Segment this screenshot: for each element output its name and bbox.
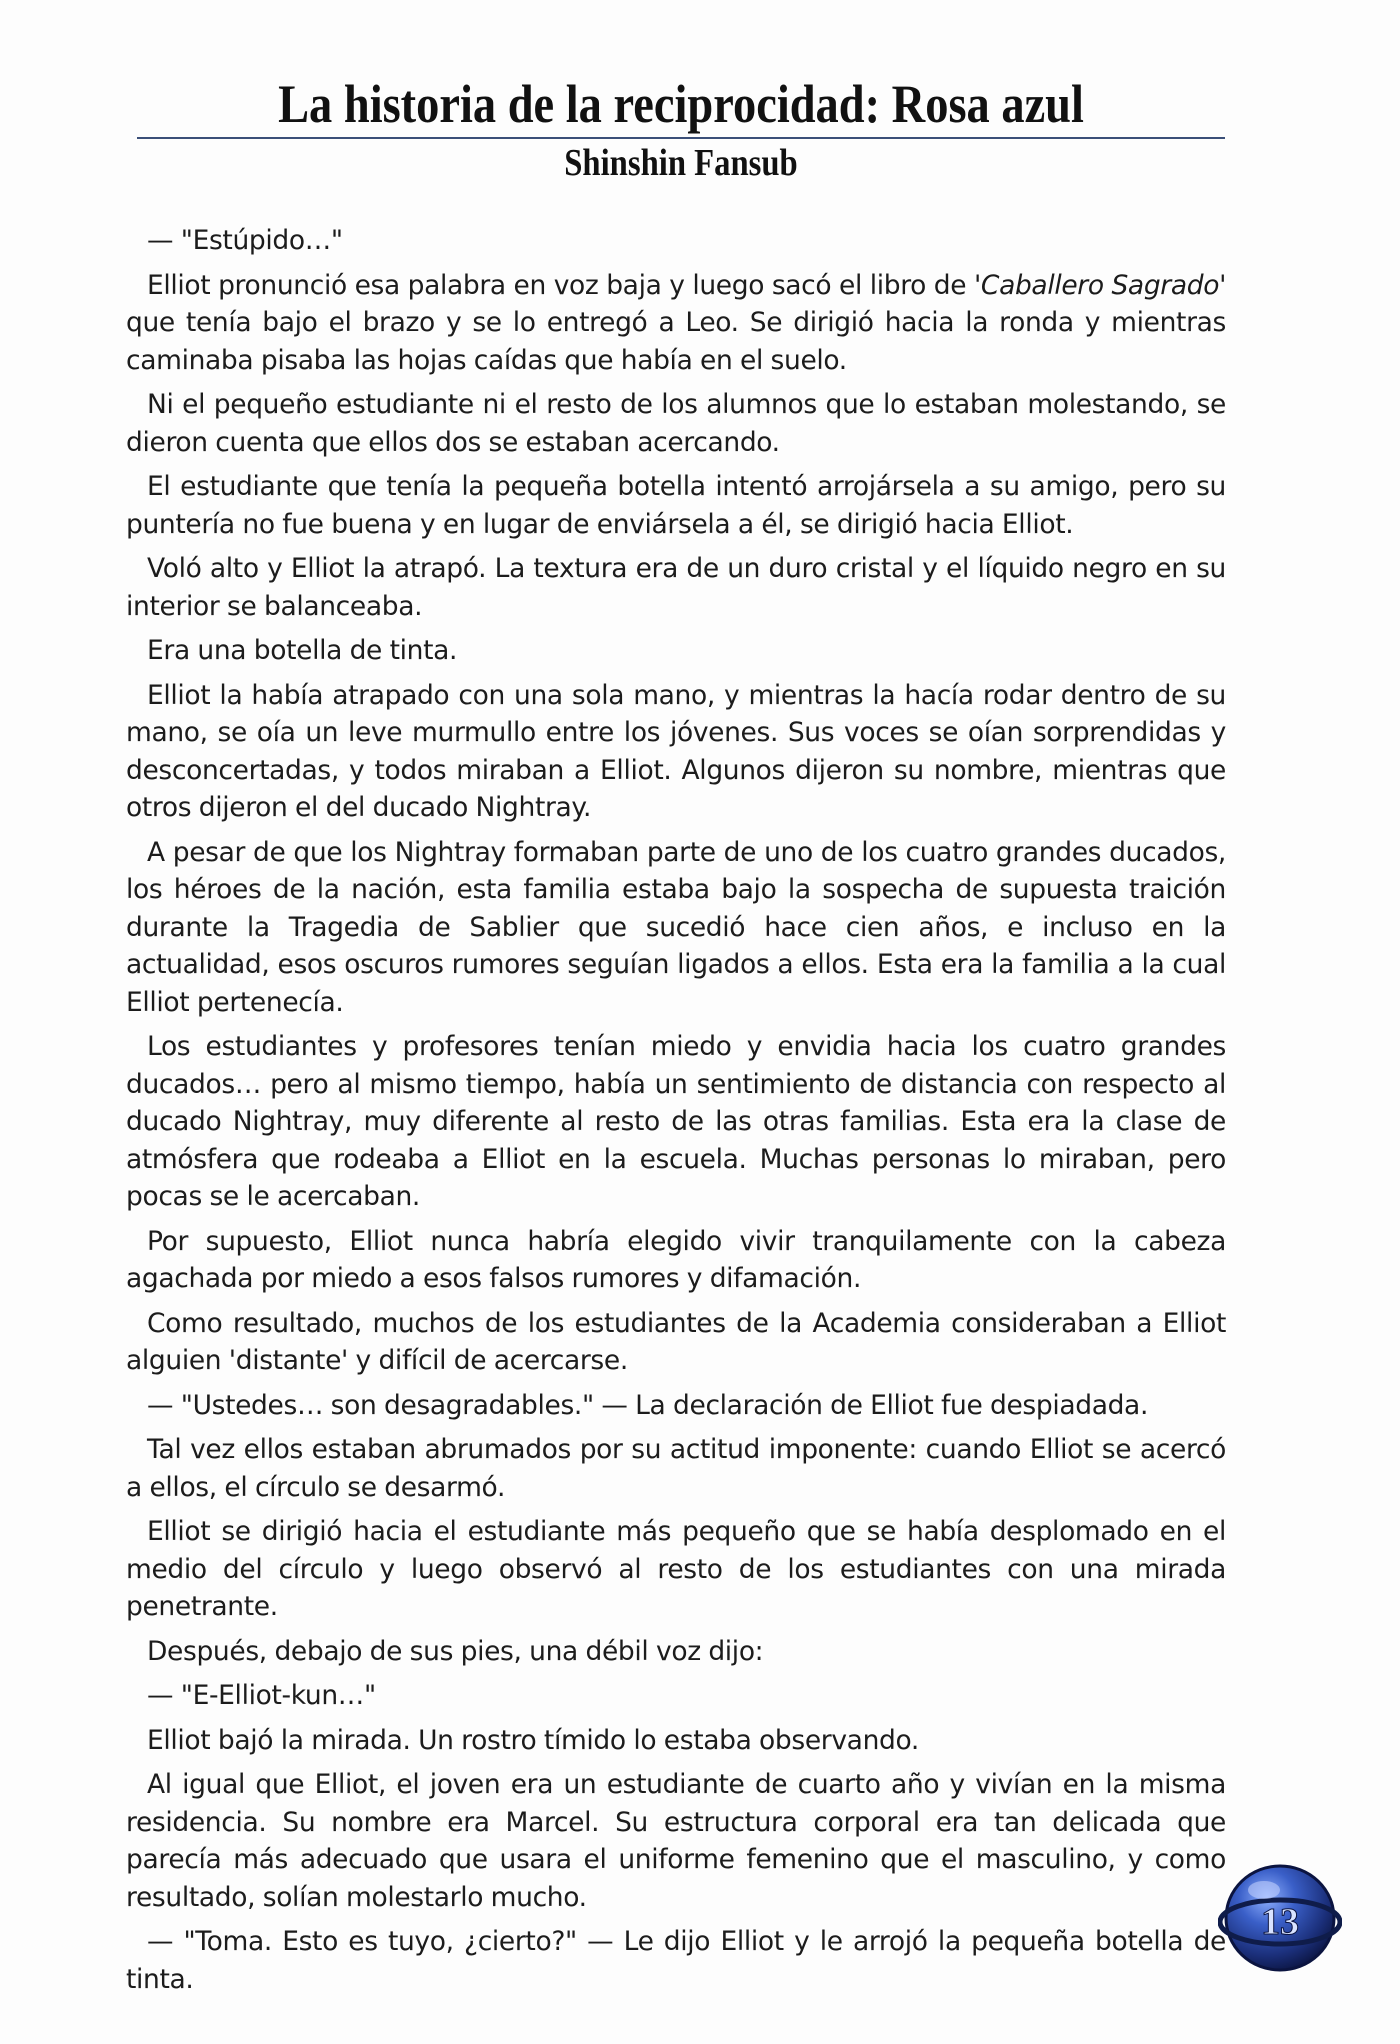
page-number: 13 <box>1261 1901 1299 1943</box>
paragraph-text: ' que tenía bajo el brazo y se lo entregó a Leo. Se dirigió hacia la ronda y mientras caminaba pisaba las hojas caídas que había en el suelo. <box>126 269 1227 376</box>
paragraph: Ni el pequeño estudiante ni el resto de los alumnos que lo estaban molestando, se dieron cuenta que ellos dos se estaban acercando. <box>126 389 1226 458</box>
paragraph: — "Toma. Esto es tuyo, ¿cierto?" — Le dijo Elliot y le arrojó la pequeña botella de tinta. <box>126 1926 1226 1995</box>
page-title: La historia de la reciprocidad: Rosa azul <box>278 74 1084 134</box>
paragraph: A pesar de que los Nightray formaban parte de uno de los cuatro grandes ducados, los héroes de la nación, esta familia estaba bajo la sospecha de supuesta traición durante la Tragedia de Sablier que sucedió hace cien años, e incluso en la actualidad, esos oscuros rumores seguían ligados a ellos. Esta era la familia a la cual Elliot pertenecía. <box>126 836 1226 1018</box>
paragraph: Elliot la había atrapado con una sola mano, y mientras la hacía rodar dentro de su mano, se oía un leve murmullo entre los jóvenes. Sus voces se oían sorprendidas y desconcertadas, y todos miraban a Elliot. Algunos dijeron su nombre, mientras que otros dijeron el del ducado Nightray. <box>126 679 1226 823</box>
paragraph: Como resultado, muchos de los estudiantes de la Academia consideraban a Elliot alguien 'distante' y difícil de acercarse. <box>126 1307 1226 1376</box>
paragraph: Voló alto y Elliot la atrapó. La textura era de un duro cristal y el líquido negro en su interior se balanceaba. <box>126 553 1226 622</box>
paragraph: Tal vez ellos estaban abrumados por su actitud imponente: cuando Elliot se acercó a ellos, el círculo se desarmó. <box>126 1434 1226 1503</box>
paragraph: El estudiante que tenía la pequeña botella intentó arrojársela a su amigo, pero su puntería no fue buena y en lugar de enviársela a él, se dirigió hacia Elliot. <box>126 471 1226 540</box>
paragraph: Los estudiantes y profesores tenían miedo y envidia hacia los cuatro grandes ducados… pero al mismo tiempo, había un sentimiento de distancia con respecto al ducado Nightray, muy diferente al resto de las otras familias. Esta era la clase de atmósfera que rodeaba a Elliot en la escuela. Muchas personas lo miraban, pero pocas se le acercaban. <box>126 1031 1226 1212</box>
paragraph-text: Elliot pronunció esa palabra en voz baja y luego sacó el libro de ' <box>147 269 981 301</box>
book-title: Caballero Sagrado <box>980 269 1220 301</box>
paragraph: Era una botella de tinta. <box>147 635 458 666</box>
paragraph <box>126 267 1226 380</box>
title-divider <box>137 137 1225 139</box>
paragraph: Al igual que Elliot, el joven era un estudiante de cuarto año y vivían en la misma residencia. Su nombre era Marcel. Su estructura corporal era tan delicada que parecía más adecuado que usara el uniforme femenino que el masculino, y como resultado, solían molestarlo mucho. <box>126 1769 1226 1913</box>
paragraph: Después, debajo de sus pies, una débil voz dijo: <box>147 1635 764 1667</box>
paragraph: Elliot bajó la mirada. Un rostro tímido lo estaba observando. <box>147 1724 919 1756</box>
paragraph: — "Ustedes… son desagradables." — La declaración de Elliot fue despiadada. <box>147 1389 1149 1421</box>
paragraph: Elliot se dirigió hacia el estudiante más pequeño que se había desplomado en el medio del círculo y luego observó al resto de los estudiantes con una mirada penetrante. <box>126 1516 1226 1622</box>
paragraph: Por supuesto, Elliot nunca habría elegido vivir tranquilamente con la cabeza agachada por miedo a esos falsos rumores y difamación. <box>126 1225 1226 1294</box>
body-text <box>126 222 1226 2005</box>
paragraph: — "E-Elliot-kun…" <box>147 1680 376 1711</box>
page-number-badge <box>1218 1860 1342 1974</box>
paragraph: — "Estúpido…" <box>147 225 343 256</box>
page-subtitle: Shinshin Fansub <box>564 142 798 184</box>
